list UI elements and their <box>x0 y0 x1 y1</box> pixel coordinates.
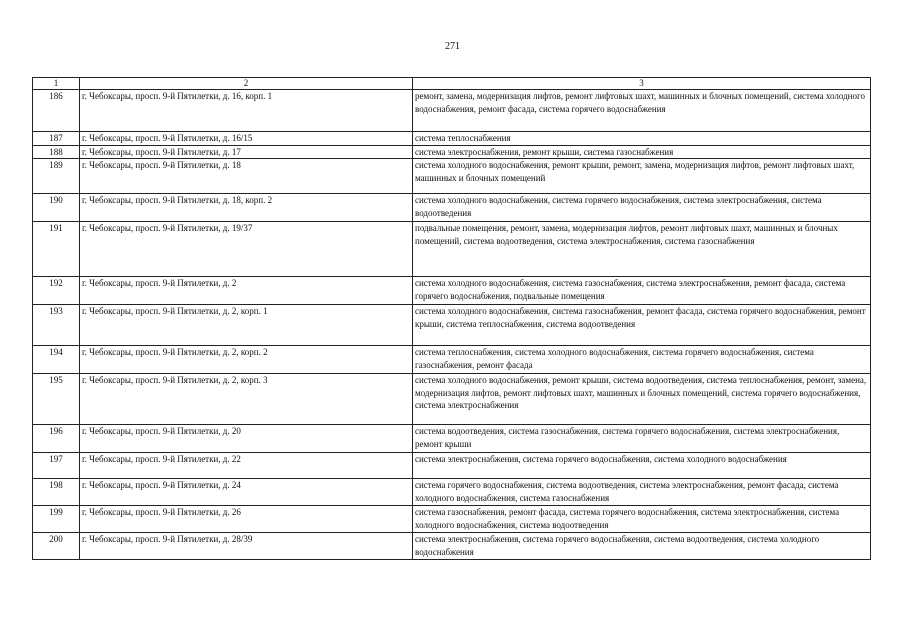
row-number: 192 <box>33 277 80 305</box>
header-col-1: 1 <box>33 78 80 90</box>
table-row <box>33 374 871 425</box>
row-address: г. Чебоксары, просп. 9-й Пятилетки, д. 26 <box>80 506 413 533</box>
row-works: система горячего водоснабжения, система водоотведения, система электроснабжения, ремонт фасада, система холодного водоснабжения, система газоснабжения <box>413 479 871 506</box>
row-works: система холодного водоснабжения, ремонт крыши, ремонт, замена, модернизация лифтов, ремонт лифтовых шахт, машинных и блочных помещений <box>413 159 871 194</box>
row-works: система холодного водоснабжения, система горячего водоснабжения, система электроснабжения, система водоотведения <box>413 194 871 222</box>
table-row <box>33 533 871 560</box>
row-number: 200 <box>33 533 80 560</box>
header-col-3: 3 <box>413 78 871 90</box>
header-col-2: 2 <box>80 78 413 90</box>
table-row <box>33 222 871 277</box>
row-number: 188 <box>33 145 80 159</box>
table-row <box>33 90 871 132</box>
row-works: система холодного водоснабжения, система газоснабжения, ремонт фасада, система горячего водоснабжения, ремонт крыши, система теплоснабжения, система водоотведения <box>413 305 871 346</box>
table-row <box>33 346 871 374</box>
table-row <box>33 277 871 305</box>
row-works: система теплоснабжения, система холодного водоснабжения, система горячего водоснабжения, система газоснабжения, ремонт фасада <box>413 346 871 374</box>
table-header-row <box>33 78 871 90</box>
row-number: 190 <box>33 194 80 222</box>
row-works: система электроснабжения, система горячего водоснабжения, система водоотведения, система холодного водоснабжения <box>413 533 871 560</box>
row-number: 193 <box>33 305 80 346</box>
row-number: 198 <box>33 479 80 506</box>
row-address: г. Чебоксары, просп. 9-й Пятилетки, д. 18, корп. 2 <box>80 194 413 222</box>
row-number: 195 <box>33 374 80 425</box>
page-number: 271 <box>445 41 460 52</box>
row-works: система газоснабжения, ремонт фасада, система горячего водоснабжения, система электроснабжения, система холодного водоснабжения, система водоотведения <box>413 506 871 533</box>
row-number: 199 <box>33 506 80 533</box>
row-works: система теплоснабжения <box>413 132 871 146</box>
row-address: г. Чебоксары, просп. 9-й Пятилетки, д. 22 <box>80 453 413 479</box>
table-row <box>33 132 871 146</box>
row-address: г. Чебоксары, просп. 9-й Пятилетки, д. 20 <box>80 425 413 453</box>
row-address: г. Чебоксары, просп. 9-й Пятилетки, д. 28/39 <box>80 533 413 560</box>
table-row <box>33 506 871 533</box>
row-works: система водоотведения, система газоснабжения, система горячего водоснабжения, система электроснабжения, ремонт крыши <box>413 425 871 453</box>
row-address: г. Чебоксары, просп. 9-й Пятилетки, д. 19/37 <box>80 222 413 277</box>
table-row <box>33 159 871 194</box>
row-works: система электроснабжения, система горячего водоснабжения, система холодного водоснабжения <box>413 453 871 479</box>
row-works: ремонт, замена, модернизация лифтов, ремонт лифтовых шахт, машинных и блочных помещений, система холодного водоснабжения, ремонт фасада, система горячего водоснабжения <box>413 90 871 132</box>
table-row <box>33 305 871 346</box>
row-address: г. Чебоксары, просп. 9-й Пятилетки, д. 2, корп. 1 <box>80 305 413 346</box>
row-works: подвальные помещения, ремонт, замена, модернизация лифтов, ремонт лифтовых шахт, машинных и блочных помещений, система водоотведения, система электроснабжения, система газоснабжения <box>413 222 871 277</box>
row-address: г. Чебоксары, просп. 9-й Пятилетки, д. 2, корп. 3 <box>80 374 413 425</box>
works-table <box>32 77 871 560</box>
row-number: 189 <box>33 159 80 194</box>
row-address: г. Чебоксары, просп. 9-й Пятилетки, д. 24 <box>80 479 413 506</box>
row-number: 187 <box>33 132 80 146</box>
row-number: 197 <box>33 453 80 479</box>
row-address: г. Чебоксары, просп. 9-й Пятилетки, д. 18 <box>80 159 413 194</box>
row-number: 194 <box>33 346 80 374</box>
row-address: г. Чебоксары, просп. 9-й Пятилетки, д. 16/15 <box>80 132 413 146</box>
row-works: система электроснабжения, ремонт крыши, система газоснабжения <box>413 145 871 159</box>
row-works: система холодного водоснабжения, система газоснабжения, система электроснабжения, ремонт фасада, система горячего водоснабжения, подвальные помещения <box>413 277 871 305</box>
table-row <box>33 479 871 506</box>
row-address: г. Чебоксары, просп. 9-й Пятилетки, д. 16, корп. 1 <box>80 90 413 132</box>
row-number: 191 <box>33 222 80 277</box>
table-row <box>33 194 871 222</box>
row-number: 186 <box>33 90 80 132</box>
table-row <box>33 145 871 159</box>
row-address: г. Чебоксары, просп. 9-й Пятилетки, д. 17 <box>80 145 413 159</box>
table-row <box>33 453 871 479</box>
row-works: система холодного водоснабжения, ремонт крыши, система водоотведения, система теплоснабжения, ремонт, замена, модернизация лифтов, ремонт лифтовых шахт, машинных и блочных помещений, система горячего водоснабжения, система электроснабжения <box>413 374 871 425</box>
row-address: г. Чебоксары, просп. 9-й Пятилетки, д. 2 <box>80 277 413 305</box>
row-number: 196 <box>33 425 80 453</box>
table-row <box>33 425 871 453</box>
row-address: г. Чебоксары, просп. 9-й Пятилетки, д. 2, корп. 2 <box>80 346 413 374</box>
